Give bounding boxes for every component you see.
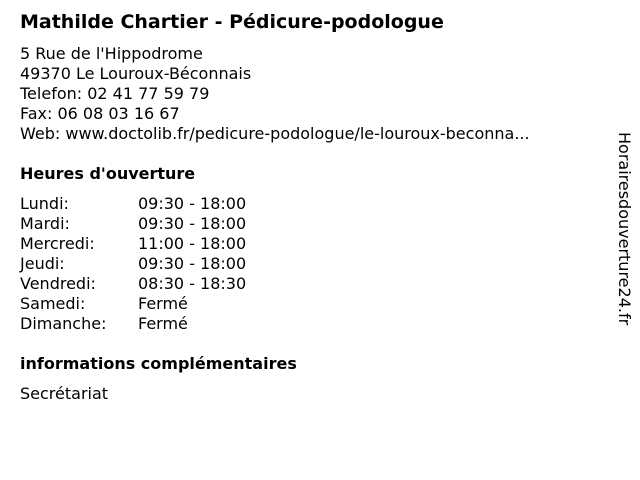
hours-value: Fermé [138,314,188,333]
hours-row [20,254,246,274]
day-label: Mercredi: [20,234,95,253]
hours-value: 09:30 - 18:00 [138,214,247,233]
contact-block [20,44,530,144]
additional-info-heading: informations complémentaires [20,354,297,373]
address-line-street: 5 Rue de l'Hippodrome [20,44,203,63]
additional-info-text: Secrétariat [20,384,109,403]
hours-row [20,274,246,294]
hours-value: 09:30 - 18:00 [138,194,247,213]
hours-value: 11:00 - 18:00 [138,234,247,253]
phone-line: Telefon: 02 41 77 59 79 [20,84,210,103]
day-label: Mardi: [20,214,70,233]
hours-row [20,294,246,314]
website-link[interactable]: www.doctolib.fr/pedicure-podologue/le-louroux-beconna... [65,124,530,143]
day-label: Vendredi: [20,274,96,293]
hours-row [20,234,246,254]
hours-row [20,314,246,334]
fax-line: Fax: 06 08 03 16 67 [20,104,180,123]
web-label: Web: [20,124,66,143]
day-label: Dimanche: [20,314,107,333]
hours-row [20,194,246,214]
hours-value: 09:30 - 18:00 [138,254,247,273]
address-line-city: 49370 Le Louroux-Béconnais [20,64,252,83]
day-label: Jeudi: [20,254,65,273]
day-label: Samedi: [20,294,86,313]
hours-value: Fermé [138,294,188,313]
opening-hours-heading: Heures d'ouverture [20,164,196,183]
hours-row [20,214,246,234]
site-watermark: Horairesdouverture24.fr [615,132,634,326]
day-label: Lundi: [20,194,69,213]
web-line [20,124,530,144]
hours-value: 08:30 - 18:30 [138,274,247,293]
opening-hours-table [20,194,246,334]
page-title: Mathilde Chartier - Pédicure-podologue [20,11,444,33]
